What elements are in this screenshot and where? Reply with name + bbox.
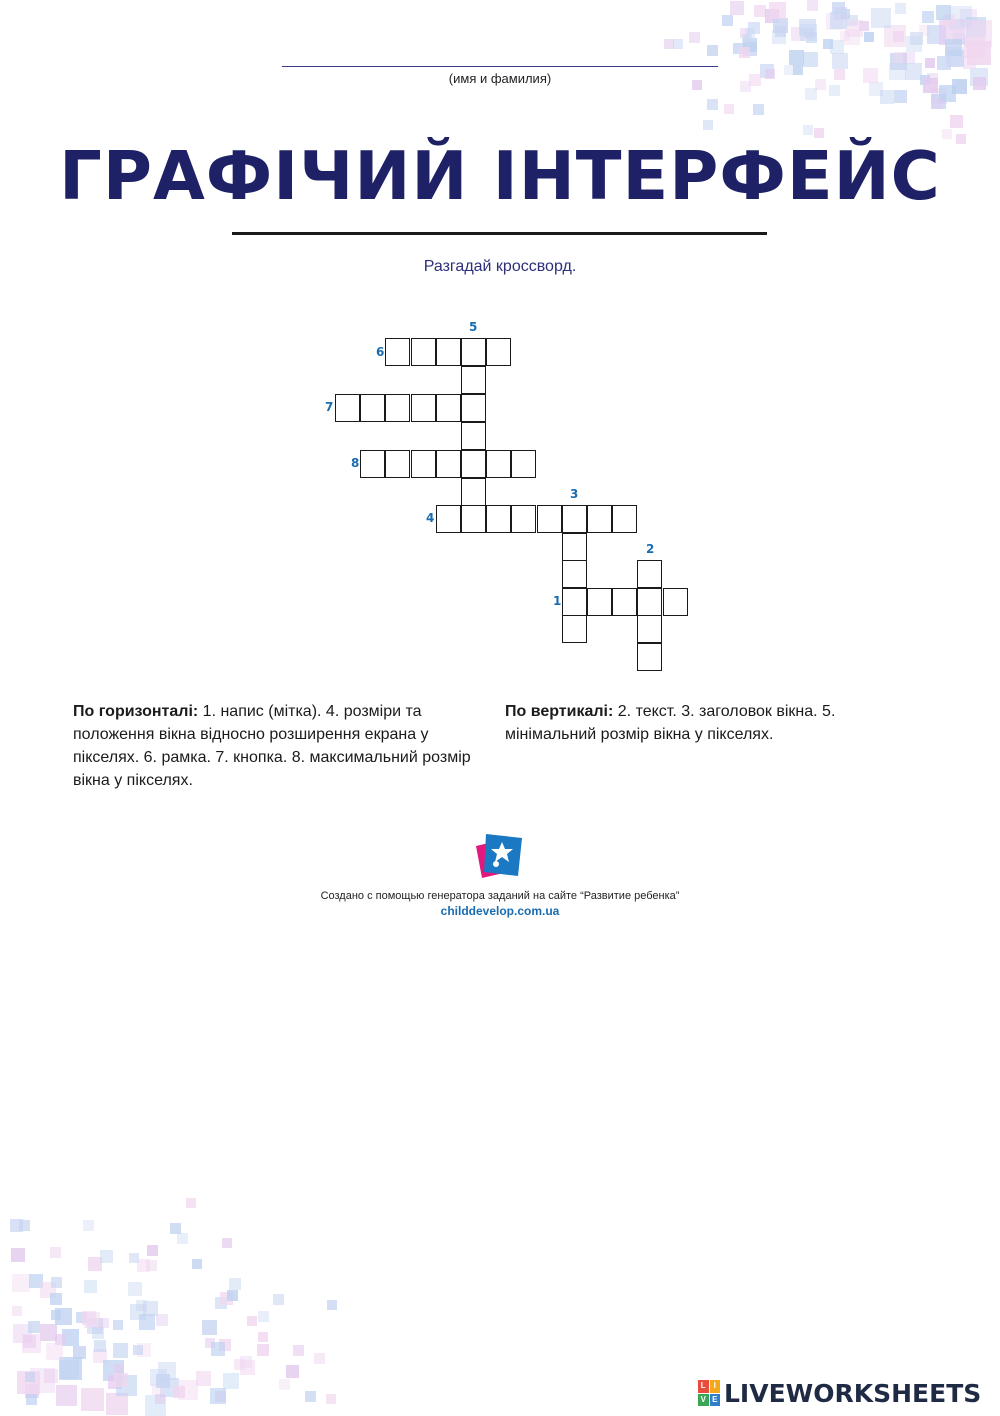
crossword-cell[interactable] [385,338,410,366]
crossword-cell[interactable] [612,505,637,533]
crossword-cell[interactable] [511,505,536,533]
crossword-cell[interactable] [562,533,587,561]
crossword-cell[interactable] [461,478,486,506]
clue-number-8: 8 [351,456,360,470]
crossword-cell[interactable] [486,338,511,366]
clue-number-7: 7 [325,400,334,414]
crossword-cell[interactable] [461,338,486,366]
liveworksheets-logo[interactable] [698,1376,981,1410]
crossword-cell[interactable] [360,450,385,478]
crossword-cell[interactable] [461,422,486,450]
crossword-cell[interactable] [335,394,360,422]
crossword-cell[interactable] [360,394,385,422]
name-caption: (имя и фамилия) [448,71,552,86]
crossword-cell[interactable] [385,450,410,478]
crossword-cell[interactable] [637,588,662,616]
clue-number-6: 6 [376,345,385,359]
crossword-cell[interactable] [385,394,410,422]
crossword-cell[interactable] [461,394,486,422]
page-title: ГРАФІЧИЙ ІНТЕРФЕЙС [59,137,941,215]
instruction-text: Разгадай кроссворд. [423,258,577,275]
clue-number-5: 5 [469,320,478,334]
credit-text: Создано с помощью генератора заданий на сайте “Развитие ребенка” [320,890,680,902]
crossword-cell[interactable] [637,643,662,671]
name-line[interactable] [282,66,718,67]
crossword-cell[interactable] [436,450,461,478]
childdevelop-logo [472,832,528,882]
clues-across [73,700,483,792]
crossword-cell[interactable] [436,394,461,422]
crossword-cell[interactable] [612,588,637,616]
credit-link[interactable]: childdevelop.com.ua [440,904,560,918]
crossword-cell[interactable] [562,505,587,533]
crossword-cell[interactable] [562,588,587,616]
clues-across-heading: По горизонталі: [73,703,199,720]
crossword-cell[interactable] [637,615,662,643]
crossword-cell[interactable] [411,338,436,366]
crossword-cell[interactable] [562,560,587,588]
crossword-cell[interactable] [486,450,511,478]
clue-number-1: 1 [553,594,562,608]
crossword-cell[interactable] [411,450,436,478]
crossword-cell[interactable] [461,366,486,394]
crossword-cell[interactable] [587,588,612,616]
crossword-cell[interactable] [436,338,461,366]
clue-number-4: 4 [426,511,435,525]
clue-number-3: 3 [570,487,579,501]
clues-down-heading: По вертикалі: [505,703,614,720]
clues-across-text: 1. напис (мітка). 4. розміри та положення вікна відносно розширення екрана у пікселях. 6. рамка. 7. кнопка. 8. максимальний розмір вікна у пікселях. [73,703,471,789]
crossword-cell[interactable] [411,394,436,422]
crossword-cell[interactable] [486,505,511,533]
crossword-cell[interactable] [461,505,486,533]
clues-down-text: 2. текст. 3. заголовок вікна. 5. мінімальний розмір вікна у пікселях. [505,703,836,743]
crossword-cell[interactable] [511,450,536,478]
crossword-cell[interactable] [537,505,562,533]
crossword-grid [0,0,1000,700]
title-divider [232,232,767,235]
clues-down [505,700,885,746]
liveworksheets-badge-icon: L I V E [698,1380,720,1406]
crossword-cell[interactable] [562,615,587,643]
crossword-cell[interactable] [637,560,662,588]
crossword-cell[interactable] [436,505,461,533]
liveworksheets-wordmark: LIVEWORKSHEETS [724,1378,982,1408]
crossword-cell[interactable] [587,505,612,533]
crossword-cell[interactable] [461,450,486,478]
crossword-cell[interactable] [663,588,688,616]
clue-number-2: 2 [646,542,655,556]
